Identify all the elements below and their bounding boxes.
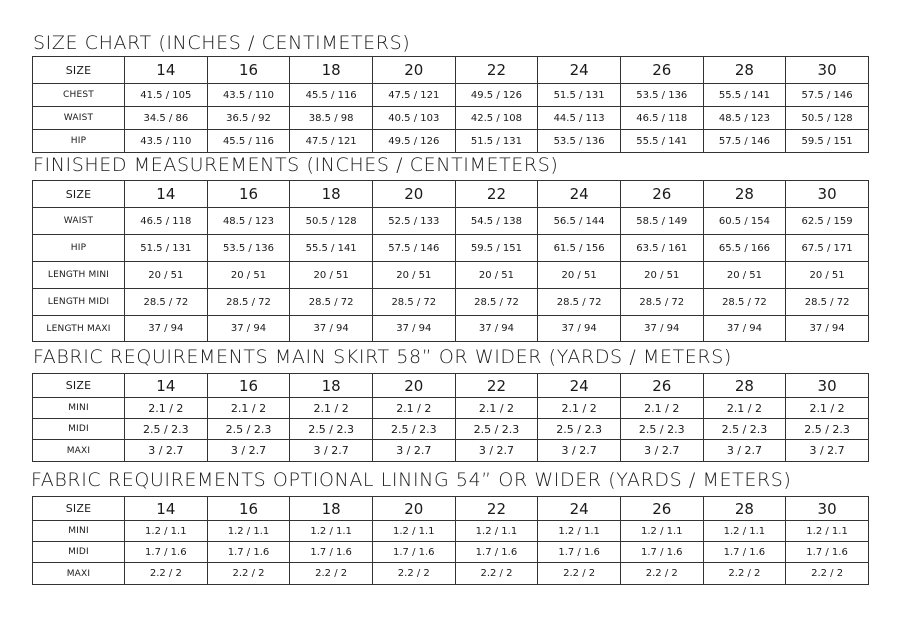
value-cell: 2.5 / 2.3 — [290, 419, 373, 440]
size-label: SIZE — [33, 374, 125, 398]
value-cell: 2.5 / 2.3 — [372, 419, 455, 440]
value-cell: 1.2 / 1.1 — [455, 521, 538, 542]
value-cell: 3 / 2.7 — [455, 440, 538, 462]
value-cell: 44.5 / 113 — [538, 107, 621, 130]
size-header-cell: 22 — [455, 181, 538, 208]
value-cell: 49.5 / 126 — [455, 84, 538, 107]
size-header-cell: 26 — [620, 57, 703, 84]
value-cell: 2.1 / 2 — [620, 398, 703, 419]
value-cell: 37 / 94 — [786, 316, 869, 342]
row-label: MAXI — [33, 563, 125, 585]
value-cell: 2.1 / 2 — [125, 398, 208, 419]
value-cell: 2.2 / 2 — [372, 563, 455, 585]
table-size-chart — [32, 56, 869, 153]
value-cell: 59.5 / 151 — [455, 235, 538, 262]
value-cell: 20 / 51 — [125, 262, 208, 289]
value-cell: 28.5 / 72 — [703, 289, 786, 316]
value-cell: 2.5 / 2.3 — [207, 419, 290, 440]
value-cell: 3 / 2.7 — [538, 440, 621, 462]
size-header-cell: 18 — [290, 374, 373, 398]
value-cell: 1.7 / 1.6 — [455, 542, 538, 563]
size-header-cell: 22 — [455, 374, 538, 398]
table-row — [33, 316, 869, 342]
value-cell: 3 / 2.7 — [786, 440, 869, 462]
value-cell: 3 / 2.7 — [207, 440, 290, 462]
size-header-cell: 14 — [125, 374, 208, 398]
value-cell: 1.7 / 1.6 — [620, 542, 703, 563]
value-cell: 2.2 / 2 — [290, 563, 373, 585]
size-header-cell: 22 — [455, 497, 538, 521]
value-cell: 1.7 / 1.6 — [786, 542, 869, 563]
value-cell: 2.2 / 2 — [207, 563, 290, 585]
value-cell: 52.5 / 133 — [372, 208, 455, 235]
row-label: LENGTH MAXI — [33, 316, 125, 342]
value-cell: 1.2 / 1.1 — [538, 521, 621, 542]
value-cell: 50.5 / 128 — [786, 107, 869, 130]
value-cell: 1.2 / 1.1 — [786, 521, 869, 542]
table-row — [33, 398, 869, 419]
size-header-row — [33, 497, 869, 521]
value-cell: 37 / 94 — [455, 316, 538, 342]
table-row — [33, 130, 869, 153]
value-cell: 28.5 / 72 — [620, 289, 703, 316]
value-cell: 57.5 / 146 — [372, 235, 455, 262]
section-title-fabric-main-skirt: FABRIC REQUIREMENTS MAIN SKIRT 58” OR WIDER (YARDS / METERS) — [33, 346, 732, 368]
value-cell: 47.5 / 121 — [372, 84, 455, 107]
value-cell: 3 / 2.7 — [290, 440, 373, 462]
value-cell: 3 / 2.7 — [125, 440, 208, 462]
value-cell: 37 / 94 — [372, 316, 455, 342]
value-cell: 1.7 / 1.6 — [125, 542, 208, 563]
value-cell: 28.5 / 72 — [786, 289, 869, 316]
table-row — [33, 208, 869, 235]
row-label: MIDI — [33, 542, 125, 563]
value-cell: 2.1 / 2 — [786, 398, 869, 419]
size-header-cell: 24 — [538, 57, 621, 84]
value-cell: 2.5 / 2.3 — [538, 419, 621, 440]
row-label: MAXI — [33, 440, 125, 462]
size-header-cell: 14 — [125, 181, 208, 208]
size-header-cell: 24 — [538, 181, 621, 208]
value-cell: 2.5 / 2.3 — [703, 419, 786, 440]
size-header-cell: 20 — [372, 181, 455, 208]
value-cell: 43.5 / 110 — [207, 84, 290, 107]
value-cell: 20 / 51 — [290, 262, 373, 289]
value-cell: 54.5 / 138 — [455, 208, 538, 235]
value-cell: 57.5 / 146 — [786, 84, 869, 107]
value-cell: 36.5 / 92 — [207, 107, 290, 130]
value-cell: 20 / 51 — [538, 262, 621, 289]
value-cell: 46.5 / 118 — [620, 107, 703, 130]
size-header-cell: 16 — [207, 57, 290, 84]
value-cell: 34.5 / 86 — [125, 107, 208, 130]
value-cell: 1.2 / 1.1 — [372, 521, 455, 542]
value-cell: 55.5 / 141 — [620, 130, 703, 153]
table-fabric-main-skirt — [32, 373, 869, 462]
value-cell: 2.2 / 2 — [538, 563, 621, 585]
value-cell: 60.5 / 154 — [703, 208, 786, 235]
value-cell: 2.1 / 2 — [290, 398, 373, 419]
size-header-cell: 18 — [290, 57, 373, 84]
value-cell: 50.5 / 128 — [290, 208, 373, 235]
value-cell: 28.5 / 72 — [125, 289, 208, 316]
value-cell: 62.5 / 159 — [786, 208, 869, 235]
value-cell: 37 / 94 — [620, 316, 703, 342]
size-header-cell: 28 — [703, 497, 786, 521]
value-cell: 59.5 / 151 — [786, 130, 869, 153]
value-cell: 20 / 51 — [455, 262, 538, 289]
row-label: MIDI — [33, 419, 125, 440]
table-row — [33, 521, 869, 542]
value-cell: 51.5 / 131 — [455, 130, 538, 153]
value-cell: 1.2 / 1.1 — [620, 521, 703, 542]
value-cell: 2.1 / 2 — [207, 398, 290, 419]
value-cell: 43.5 / 110 — [125, 130, 208, 153]
value-cell: 37 / 94 — [290, 316, 373, 342]
value-cell: 2.2 / 2 — [703, 563, 786, 585]
value-cell: 51.5 / 131 — [125, 235, 208, 262]
value-cell: 37 / 94 — [125, 316, 208, 342]
value-cell: 37 / 94 — [538, 316, 621, 342]
value-cell: 2.1 / 2 — [455, 398, 538, 419]
value-cell: 65.5 / 166 — [703, 235, 786, 262]
size-header-cell: 22 — [455, 57, 538, 84]
value-cell: 20 / 51 — [786, 262, 869, 289]
size-header-cell: 16 — [207, 374, 290, 398]
value-cell: 2.2 / 2 — [786, 563, 869, 585]
value-cell: 58.5 / 149 — [620, 208, 703, 235]
size-header-cell: 14 — [125, 57, 208, 84]
value-cell: 45.5 / 116 — [207, 130, 290, 153]
value-cell: 57.5 / 146 — [703, 130, 786, 153]
size-header-cell: 26 — [620, 181, 703, 208]
size-header-row — [33, 374, 869, 398]
row-label: LENGTH MINI — [33, 262, 125, 289]
value-cell: 2.2 / 2 — [455, 563, 538, 585]
value-cell: 28.5 / 72 — [455, 289, 538, 316]
size-header-cell: 20 — [372, 57, 455, 84]
table-row — [33, 542, 869, 563]
value-cell: 28.5 / 72 — [207, 289, 290, 316]
table-row — [33, 440, 869, 462]
size-header-cell: 30 — [786, 57, 869, 84]
value-cell: 1.2 / 1.1 — [125, 521, 208, 542]
size-header-row — [33, 57, 869, 84]
value-cell: 48.5 / 123 — [703, 107, 786, 130]
value-cell: 63.5 / 161 — [620, 235, 703, 262]
value-cell: 1.2 / 1.1 — [290, 521, 373, 542]
value-cell: 1.2 / 1.1 — [703, 521, 786, 542]
size-header-cell: 30 — [786, 181, 869, 208]
value-cell: 67.5 / 171 — [786, 235, 869, 262]
size-label: SIZE — [33, 181, 125, 208]
value-cell: 48.5 / 123 — [207, 208, 290, 235]
value-cell: 20 / 51 — [372, 262, 455, 289]
size-header-cell: 16 — [207, 181, 290, 208]
value-cell: 2.5 / 2.3 — [620, 419, 703, 440]
value-cell: 28.5 / 72 — [538, 289, 621, 316]
value-cell: 28.5 / 72 — [290, 289, 373, 316]
table-finished-measurements — [32, 180, 869, 342]
value-cell: 1.7 / 1.6 — [207, 542, 290, 563]
size-header-cell: 18 — [290, 181, 373, 208]
value-cell: 2.1 / 2 — [538, 398, 621, 419]
value-cell: 2.1 / 2 — [372, 398, 455, 419]
value-cell: 1.2 / 1.1 — [207, 521, 290, 542]
value-cell: 1.7 / 1.6 — [290, 542, 373, 563]
value-cell: 47.5 / 121 — [290, 130, 373, 153]
value-cell: 2.5 / 2.3 — [786, 419, 869, 440]
table-fabric-optional-lining — [32, 496, 869, 585]
size-header-cell: 26 — [620, 497, 703, 521]
value-cell: 56.5 / 144 — [538, 208, 621, 235]
table-row — [33, 563, 869, 585]
row-label: MINI — [33, 521, 125, 542]
size-header-cell: 28 — [703, 181, 786, 208]
section-title-finished-measurements: FINISHED MEASUREMENTS (INCHES / CENTIMETERS) — [33, 154, 559, 176]
value-cell: 37 / 94 — [207, 316, 290, 342]
size-header-row — [33, 181, 869, 208]
row-label: MINI — [33, 398, 125, 419]
value-cell: 1.7 / 1.6 — [538, 542, 621, 563]
value-cell: 46.5 / 118 — [125, 208, 208, 235]
size-header-cell: 26 — [620, 374, 703, 398]
value-cell: 20 / 51 — [620, 262, 703, 289]
size-label: SIZE — [33, 497, 125, 521]
value-cell: 2.1 / 2 — [703, 398, 786, 419]
size-header-cell: 18 — [290, 497, 373, 521]
value-cell: 1.7 / 1.6 — [703, 542, 786, 563]
size-label: SIZE — [33, 57, 125, 84]
size-header-cell: 24 — [538, 497, 621, 521]
table-row — [33, 235, 869, 262]
size-header-cell: 28 — [703, 374, 786, 398]
value-cell: 1.7 / 1.6 — [372, 542, 455, 563]
size-header-cell: 20 — [372, 374, 455, 398]
row-label: CHEST — [33, 84, 125, 107]
value-cell: 53.5 / 136 — [620, 84, 703, 107]
size-header-cell: 16 — [207, 497, 290, 521]
value-cell: 55.5 / 141 — [703, 84, 786, 107]
size-header-cell: 20 — [372, 497, 455, 521]
table-row — [33, 419, 869, 440]
value-cell: 41.5 / 105 — [125, 84, 208, 107]
section-title-fabric-optional-lining: FABRIC REQUIREMENTS OPTIONAL LINING 54” OR WIDER (YARDS / METERS) — [31, 469, 792, 491]
value-cell: 42.5 / 108 — [455, 107, 538, 130]
value-cell: 45.5 / 116 — [290, 84, 373, 107]
value-cell: 53.5 / 136 — [207, 235, 290, 262]
value-cell: 53.5 / 136 — [538, 130, 621, 153]
size-header-cell: 24 — [538, 374, 621, 398]
value-cell: 2.2 / 2 — [620, 563, 703, 585]
size-header-cell: 30 — [786, 497, 869, 521]
value-cell: 2.2 / 2 — [125, 563, 208, 585]
size-header-cell: 14 — [125, 497, 208, 521]
row-label: HIP — [33, 235, 125, 262]
value-cell: 49.5 / 126 — [372, 130, 455, 153]
row-label: HIP — [33, 130, 125, 153]
value-cell: 20 / 51 — [703, 262, 786, 289]
size-header-cell: 28 — [703, 57, 786, 84]
value-cell: 40.5 / 103 — [372, 107, 455, 130]
value-cell: 61.5 / 156 — [538, 235, 621, 262]
value-cell: 3 / 2.7 — [703, 440, 786, 462]
value-cell: 3 / 2.7 — [372, 440, 455, 462]
value-cell: 3 / 2.7 — [620, 440, 703, 462]
value-cell: 38.5 / 98 — [290, 107, 373, 130]
value-cell: 2.5 / 2.3 — [125, 419, 208, 440]
table-row — [33, 84, 869, 107]
value-cell: 2.5 / 2.3 — [455, 419, 538, 440]
size-header-cell: 30 — [786, 374, 869, 398]
table-row — [33, 289, 869, 316]
section-title-size-chart: SIZE CHART (INCHES / CENTIMETERS) — [33, 32, 411, 54]
row-label: WAIST — [33, 107, 125, 130]
value-cell: 20 / 51 — [207, 262, 290, 289]
value-cell: 51.5 / 131 — [538, 84, 621, 107]
table-row — [33, 107, 869, 130]
value-cell: 37 / 94 — [703, 316, 786, 342]
row-label: LENGTH MIDI — [33, 289, 125, 316]
table-row — [33, 262, 869, 289]
row-label: WAIST — [33, 208, 125, 235]
value-cell: 28.5 / 72 — [372, 289, 455, 316]
value-cell: 55.5 / 141 — [290, 235, 373, 262]
